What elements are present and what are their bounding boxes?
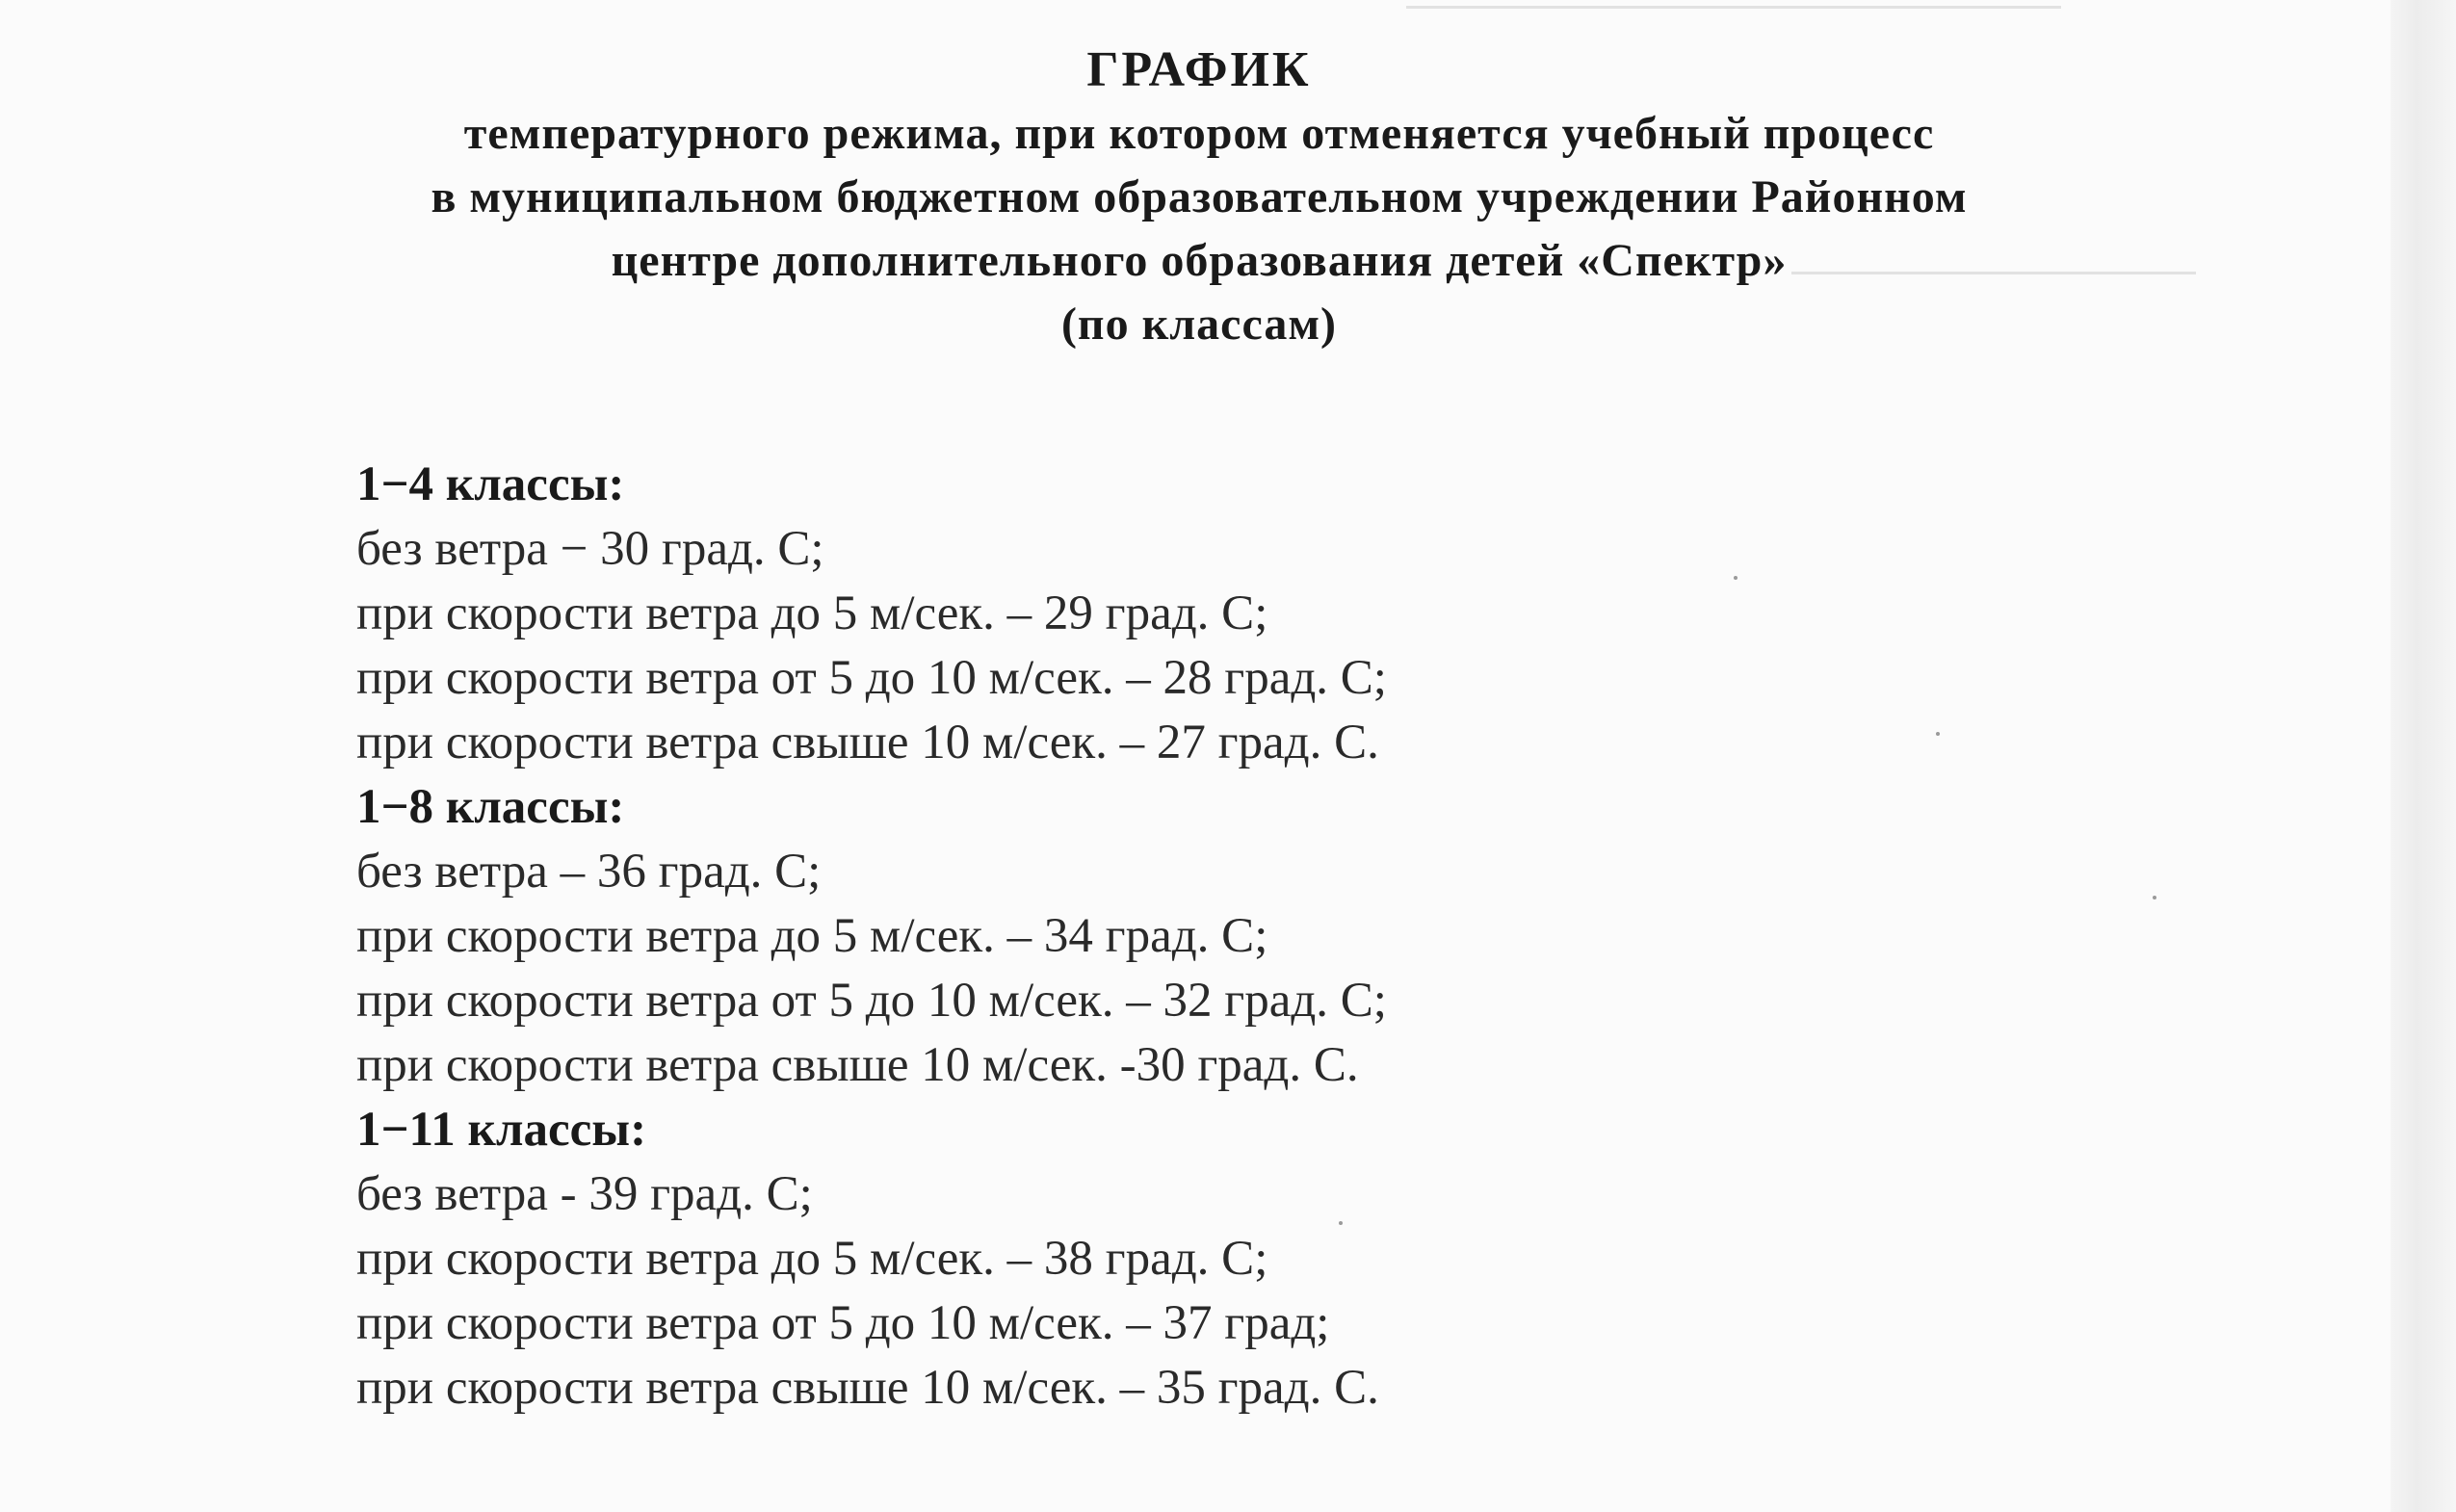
rule-line: без ветра − 30 град. С; <box>356 522 824 576</box>
subtitle-line: центре дополнительного образования детей «Спектр» <box>611 235 1788 286</box>
group-title: 1−4 классы: <box>356 457 625 511</box>
class-group-1-11 <box>356 1098 2186 1421</box>
rule-line: при скорости ветра свыше 10 м/сек. -30 град. С. <box>356 1038 1359 1092</box>
rule-line: при скорости ветра до 5 м/сек. – 29 град. С; <box>356 587 1268 640</box>
rule-line: без ветра – 36 град. С; <box>356 845 822 899</box>
group-title: 1−8 классы: <box>356 780 625 834</box>
rule-line: при скорости ветра свыше 10 м/сек. – 27 град. С. <box>356 716 1379 769</box>
subtitle-line: температурного режима, при котором отменяется учебный процесс <box>463 108 1935 159</box>
temperature-rules <box>356 453 2186 1421</box>
document-header <box>0 39 2398 356</box>
rule-line: при скорости ветра до 5 м/сек. – 34 град. С; <box>356 909 1268 963</box>
rule-line: при скорости ветра до 5 м/сек. – 38 град. С; <box>356 1232 1268 1286</box>
rule-line: при скорости ветра от 5 до 10 м/сек. – 37 град; <box>356 1296 1330 1350</box>
subtitle-line: (по классам) <box>1060 299 1338 350</box>
group-title: 1−11 классы: <box>356 1103 647 1157</box>
rule-line: при скорости ветра свыше 10 м/сек. – 35 град. С. <box>356 1361 1379 1415</box>
class-group-1-8 <box>356 775 2186 1098</box>
subtitle-line: в муниципальном бюджетном образовательном учреждении Районном <box>431 171 1968 222</box>
scan-artifact-line <box>1406 6 2061 9</box>
class-group-1-4 <box>356 453 2186 775</box>
rule-line: без ветра - 39 град. С; <box>356 1167 813 1221</box>
scan-edge <box>2391 0 2456 1512</box>
rule-line: при скорости ветра от 5 до 10 м/сек. – 32 град. С; <box>356 974 1387 1028</box>
rule-line: при скорости ветра от 5 до 10 м/сек. – 28 град. С; <box>356 651 1387 705</box>
document-title: ГРАФИК <box>1086 42 1312 97</box>
